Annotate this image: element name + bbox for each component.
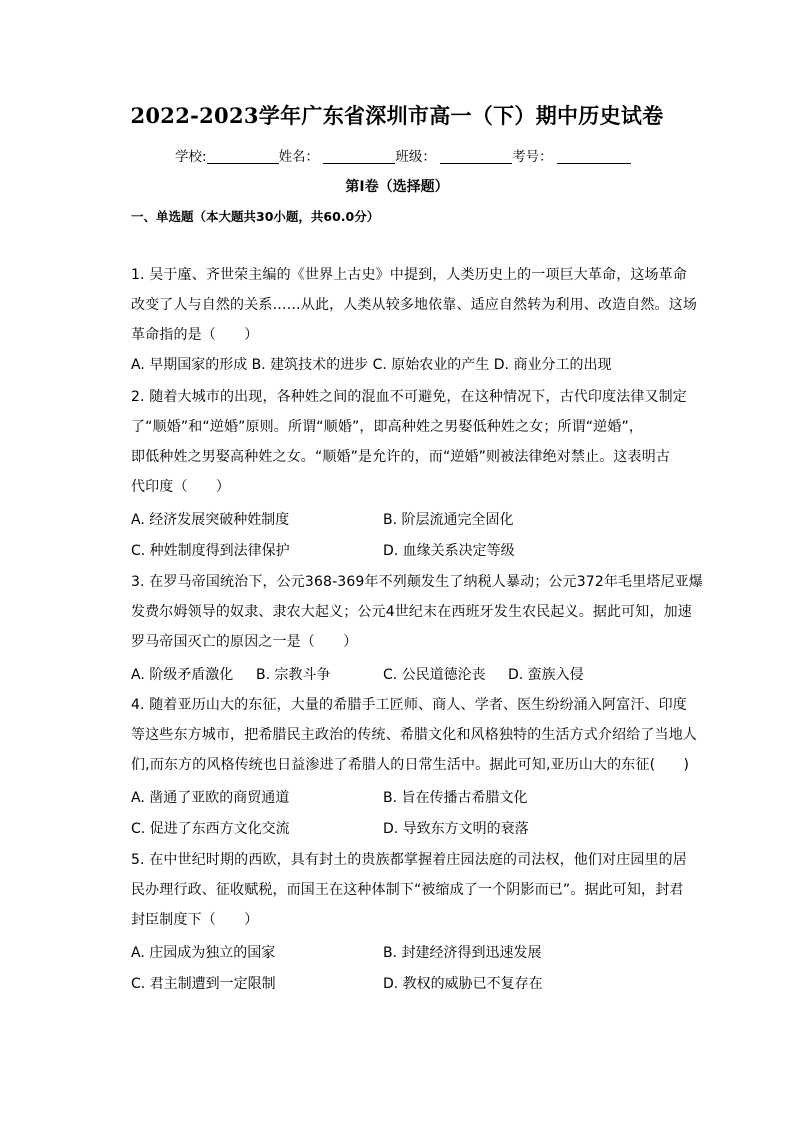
question-2-line: 2. 随着大城市的出现，各种姓之间的混血不可避免，在这种情况下，古代印度法律又制定 xyxy=(131,389,687,405)
question-4-option-d[interactable]: D. 导致东方文明的衰落 xyxy=(383,821,529,837)
question-3-option-a[interactable]: A. 阶级矛盾激化 xyxy=(131,667,234,683)
question-5-option-d[interactable]: D. 教权的威胁已不复存在 xyxy=(383,976,543,992)
exam-no-label: 考号： xyxy=(512,149,553,165)
question-4-option-b[interactable]: B. 旨在传播古希腊文化 xyxy=(383,790,528,806)
question-1-line: 1. 吴于廑、齐世荣主编的《世界上古史》中提到，人类历史上的一项巨大革命，这场革命 xyxy=(131,267,687,283)
question-2-line: 即低种姓之男娶高种姓之女。“顺婚”是允许的，而“逆婚”则被法律绝对禁止。这表明古 xyxy=(131,449,671,465)
exam-no-blank[interactable] xyxy=(557,149,631,164)
section-heading: 一、单选题（本大题共30小题，共60.0分） xyxy=(131,209,380,224)
name-label: 姓名： xyxy=(278,149,320,165)
school-blank[interactable] xyxy=(207,149,279,164)
question-3-option-c[interactable]: C. 公民道德沦丧 xyxy=(383,667,486,683)
question-5-option-b[interactable]: B. 封建经济得到迅速发展 xyxy=(383,945,542,961)
question-3-line: 发费尔姆领导的奴隶、隶农大起义；公元4世纪末在西班牙发生农民起义。据此可知，加速 xyxy=(131,604,692,620)
question-5-line: 5. 在中世纪时期的西欧，具有封土的贵族都掌握着庄园法庭的司法权，他们对庄园里的居 xyxy=(131,852,687,868)
question-2-line: 了“顺婚”和“逆婚”原则。所谓“顺婚”，即高种姓之男娶低种姓之女；所谓“逆婚”， xyxy=(131,419,644,435)
question-2-option-c[interactable]: C. 种姓制度得到法律保护 xyxy=(131,543,290,559)
class-blank[interactable] xyxy=(440,149,512,164)
question-4-option-a[interactable]: A. 凿通了亚欧的商贸通道 xyxy=(131,790,290,806)
question-2-line: 代印度（ ） xyxy=(131,479,231,495)
class-label: 班级： xyxy=(395,149,436,165)
question-1-line: 革命指的是（ ） xyxy=(131,327,259,343)
question-4-line: 们,而东方的风格传统也日益渗进了希腊人的日常生活中。据此可知,亚历山大的东征( ) xyxy=(131,757,690,773)
question-1-line: 改变了人与自然的关系……从此，人类从较多地依靠、适应自然转为利用、改造自然。这场 xyxy=(131,297,697,313)
question-3-option-d[interactable]: D. 蛮族入侵 xyxy=(508,667,584,683)
student-info-line xyxy=(175,145,631,165)
question-5-line: 民办理行政、征收赋税，而国王在这种体制下“被缩成了一个阴影而已”。据此可知，封君 xyxy=(131,882,684,898)
question-5-line: 封臣制度下（ ） xyxy=(131,912,259,928)
page-title: 2022-2023学年广东省深圳市高一（下）期中历史试卷 xyxy=(130,103,664,128)
question-4-line: 等这些东方城市，把希腊民主政治的传统、希腊文化和风格独特的生活方式介绍给了当地人 xyxy=(131,727,697,743)
question-5-option-a[interactable]: A. 庄园成为独立的国家 xyxy=(131,945,276,961)
question-1-options[interactable]: A. 早期国家的形成 B. 建筑技术的进步 C. 原始农业的产生 D. 商业分工的出现 xyxy=(131,357,612,373)
question-3-line: 3. 在罗马帝国统治下，公元368-369年不列颠发生了纳税人暴动；公元372年毛里塔尼亚爆 xyxy=(131,574,703,590)
name-blank[interactable] xyxy=(323,149,395,164)
school-label: 学校: xyxy=(175,149,207,165)
question-3-line: 罗马帝国灭亡的原因之一是（ ） xyxy=(131,634,358,650)
question-4-option-c[interactable]: C. 促进了东西方文化交流 xyxy=(131,821,290,837)
question-5-option-c[interactable]: C. 君主制遭到一定限制 xyxy=(131,976,276,992)
question-4-line: 4. 随着亚历山大的东征，大量的希腊手工匠师、商人、学者、医生纷纷涌入阿富汗、印度 xyxy=(131,697,687,713)
question-3-option-b[interactable]: B. 宗教斗争 xyxy=(256,667,331,683)
question-2-option-d[interactable]: D. 血缘关系决定等级 xyxy=(383,543,515,559)
question-2-option-a[interactable]: A. 经济发展突破种姓制度 xyxy=(131,512,290,528)
part-heading: 第I卷（选择题） xyxy=(345,179,449,195)
question-2-option-b[interactable]: B. 阶层流通完全固化 xyxy=(383,512,514,528)
